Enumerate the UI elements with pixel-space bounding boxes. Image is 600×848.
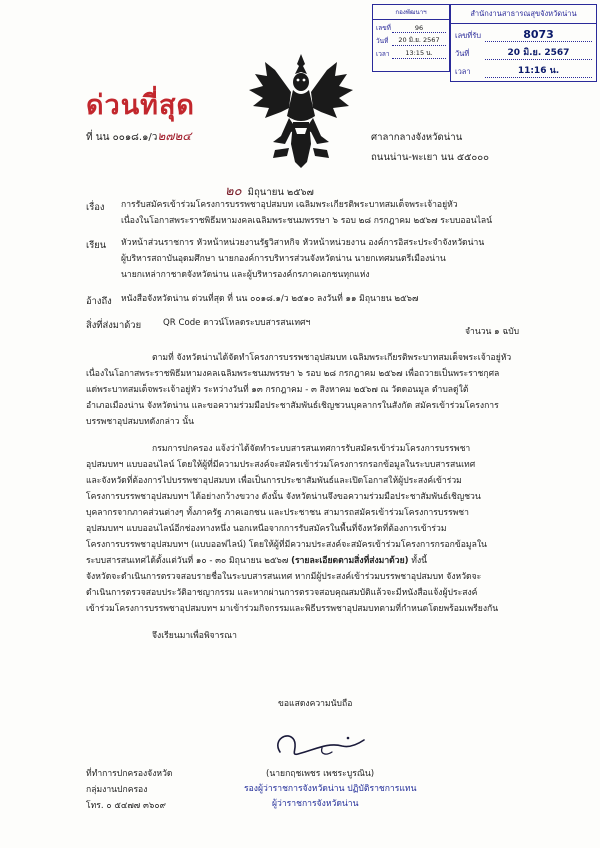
stamp-large-label: เลขที่รับ [455, 31, 482, 40]
document-number [86, 127, 191, 146]
issuing-address: ถนนน่าน-พะเยา นน ๕๕๐๐๐ [371, 152, 489, 163]
signer-name: (นายกฤชเพชร เพชระบูรณิน) [266, 769, 375, 779]
date-month-year: มิถุนายน ๒๕๖๗ [247, 187, 314, 198]
document-number-handwritten: ๒๗๒๔ [157, 129, 192, 143]
paragraph-line: บรรพชาอุปสมบทดังกล่าว นั้น [86, 417, 195, 427]
subject-label: เรื่อง [86, 202, 105, 213]
paragraph-text: ทั้งนี้ [411, 556, 428, 566]
signer-position: ผู้ว่าราชการจังหวัดน่าน [272, 799, 359, 809]
paragraph-text: ระบบสารสนเทศได้ตั้งแต่วันที่ ๑๐ - ๓๐ มิถุนายน ๒๕๖๗ [86, 556, 289, 566]
stamp-small-value: 20 มิ.ย. 2567 [392, 35, 446, 46]
recipient-label: เรียน [86, 240, 107, 251]
paragraph-line: เนื่องในโอกาสพระราชพิธีมหามงคลเฉลิมพระชนมพรรษา ๖ รอบ ๒๘ กรกฎาคม ๒๕๖๗ เพื่อถวายเป็นพระราชกุศล [86, 369, 500, 379]
paragraph-line: จังหวัดจะดำเนินการตรวจสอบรายชื่อในระบบสารสนเทศ หากมีผู้ประสงค์เข้าร่วมบรรพชาอุปสมบท จังหวัดจะ [86, 572, 482, 582]
paragraph-line: เข้าร่วมโครงการบรรพชาอุปสมบทฯ มาเข้าร่วมกิจกรรมและพิธีบรรพชาอุปสมบทตามที่กำหนดโดยพร้อมเพรียงกัน [86, 604, 499, 614]
stamp-large-title: สำนักงานสาธารณสุขจังหวัดน่าน [451, 5, 596, 24]
stamp-large-row [451, 42, 596, 60]
paragraph-line: และจังหวัดที่ต้องการไปบรรพชาอุปสมบท เพื่อเป็นการประชาสัมพันธ์และเปิดโอกาสให้ผู้ประสงค์เข้าร่วม [86, 476, 462, 486]
stamp-small-title: กองพัฒนาฯ [373, 5, 449, 20]
receipt-stamp-small [372, 4, 450, 72]
stamp-small-value: 96 [392, 24, 446, 33]
stamp-large-row [451, 60, 596, 78]
stamp-small-row [373, 33, 449, 46]
recipient-line: หัวหน้าส่วนราชการ หัวหน้าหน่วยงานรัฐวิสาหกิจ หัวหน้าหน่วยงาน องค์การอิสระประจำจังหวัดน่าน [121, 238, 485, 248]
stamp-large-label: เวลา [455, 67, 471, 76]
stamp-large-label: วันที่ [455, 49, 470, 58]
enclosure-text: QR Code ดาวน์โหลดระบบสารสนเทศฯ [163, 318, 311, 328]
subject-line: การรับสมัครเข้าร่วมโครงการบรรพชาอุปสมบท เฉลิมพระเกียรติพระบาทสมเด็จพระเจ้าอยู่หัว [121, 200, 458, 210]
closing-request: จึงเรียนมาเพื่อพิจารณา [152, 631, 237, 641]
signer-position: รองผู้ว่าราชการจังหวัดน่าน ปฏิบัติราชการแทน [244, 784, 417, 794]
stamp-large-value: 11:16 น. [485, 63, 592, 78]
garuda-emblem-icon [245, 52, 357, 170]
stamp-small-row [373, 46, 449, 59]
reference-text: หนังสือจังหวัดน่าน ด่วนที่สุด ที่ นน ๐๐๑๘.๑/ว ๒๕๑๐ ลงวันที่ ๑๑ มิถุนายน ๒๕๖๗ [121, 294, 419, 304]
stamp-small-label: เวลา [376, 50, 390, 58]
stamp-small-value: 13:15 น. [392, 48, 446, 59]
paragraph-line: โครงการบรรพชาอุปสมบทฯ (แบบออฟไลน์) โดยให้ผู้ที่มีความประสงค์จะสมัครเข้าร่วมโครงการกรอกข้อมูลใน [86, 540, 487, 550]
issuing-office: ศาลากลางจังหวัดน่าน [371, 132, 463, 143]
subject-line: เนื่องในโอกาสพระราชพิธีมหามงคลเฉลิมพระชนมพรรษา ๖ รอบ ๒๘ กรกฎาคม ๒๕๖๗ ระบบออนไลน์ [121, 216, 493, 226]
enclosure-label: สิ่งที่ส่งมาด้วย [86, 320, 142, 331]
stamp-small-label: เลขที่ [376, 24, 391, 32]
department-name: ที่ทำการปกครองจังหวัด [86, 769, 173, 779]
paragraph-emphasis: (รายละเอียดตามสิ่งที่ส่งมาด้วย) [291, 556, 409, 566]
stamp-small-row [373, 20, 449, 33]
paragraph-line: โครงการบรรพชาอุปสมบทฯ ได้อย่างกว้างขวาง ดังนั้น จังหวัดน่านจึงขอความร่วมมือประชาสัมพันธ์เชิญชวน [86, 492, 481, 502]
paragraph-line: แด่พระบาทสมเด็จพระเจ้าอยู่หัว ระหว่างวันที่ ๑๓ กรกฎาคม - ๓ สิงหาคม ๒๕๖๗ ณ วัดดอนมูล ตำบลดู่ใต้ [86, 385, 469, 395]
document-date [225, 180, 314, 201]
phone-number: โทร. ๐ ๕๔๗๗ ๓๖๐๙ [86, 801, 166, 811]
stamp-small-label: วันที่ [376, 37, 389, 45]
paragraph-line: กรมการปกครอง แจ้งว่าได้จัดทำระบบสารสนเทศการรับสมัครเข้าร่วมโครงการบรรพชา [152, 444, 471, 454]
paragraph-line-with-emphasis [86, 557, 427, 566]
date-day-handwritten: ๒๐ [225, 184, 242, 199]
closing-salutation: ขอแสดงความนับถือ [278, 699, 353, 709]
paragraph-line: ดำเนินการตรวจสอบประวัติอาชญากรรม และหากผ่านการตรวจสอบคุณสมบัติแล้วจะมีหนังสือแจ้งผู้ประสงค์ [86, 588, 478, 598]
signature-icon [262, 722, 382, 766]
stamp-large-value: 8073 [485, 28, 592, 42]
paragraph-line: อำเภอเมืองน่าน จังหวัดน่าน และขอความร่วมมือประชาสัมพันธ์เชิญชวนบุคลากรในสังกัด สมัครเข้าร่วมโครงการ [86, 401, 499, 411]
recipient-line: ผู้บริหารสถาบันอุดมศึกษา นายกองค์การบริหารส่วนจังหวัดน่าน นายกเทศมนตรีเมืองน่าน [121, 254, 446, 264]
document-number-prefix: ที่ นน ๐๐๑๘.๑/ว [86, 132, 158, 143]
paragraph-line: บุคลากรจากภาคส่วนต่างๆ ทั้งภาครัฐ ภาคเอกชน และประชาชน สามารถสมัครเข้าร่วมโครงการบรรพชา [86, 508, 469, 518]
enclosure-count: จำนวน ๑ ฉบับ [465, 327, 520, 337]
urgency-label: ด่วนที่สุด [86, 90, 195, 121]
receipt-stamp-large [450, 4, 597, 82]
department-unit: กลุ่มงานปกครอง [86, 785, 148, 795]
reference-label: อ้างถึง [86, 296, 112, 307]
paragraph-line: ตามที่ จังหวัดน่านได้จัดทำโครงการบรรพชาอุปสมบท เฉลิมพระเกียรติพระบาทสมเด็จพระเจ้าอยู่หัว [152, 353, 512, 363]
recipient-line: นายกเหล่ากาชาดจังหวัดน่าน และผู้บริหารองค์กรภาคเอกชนทุกแห่ง [121, 270, 370, 280]
paragraph-line: อุปสมบทฯ แบบออนไลน์อีกช่องทางหนึ่ง นอกเหนือจากการรับสมัครในพื้นที่จังหวัดที่ต้องการเข้าร่วม [86, 524, 447, 534]
stamp-large-value: 20 มิ.ย. 2567 [485, 45, 592, 60]
stamp-large-row [451, 24, 596, 42]
paragraph-line: อุปสมบทฯ แบบออนไลน์ โดยให้ผู้ที่มีความประสงค์จะสมัครเข้าร่วมโครงการกรอกข้อมูลในระบบสารสนเทศ [86, 460, 476, 470]
